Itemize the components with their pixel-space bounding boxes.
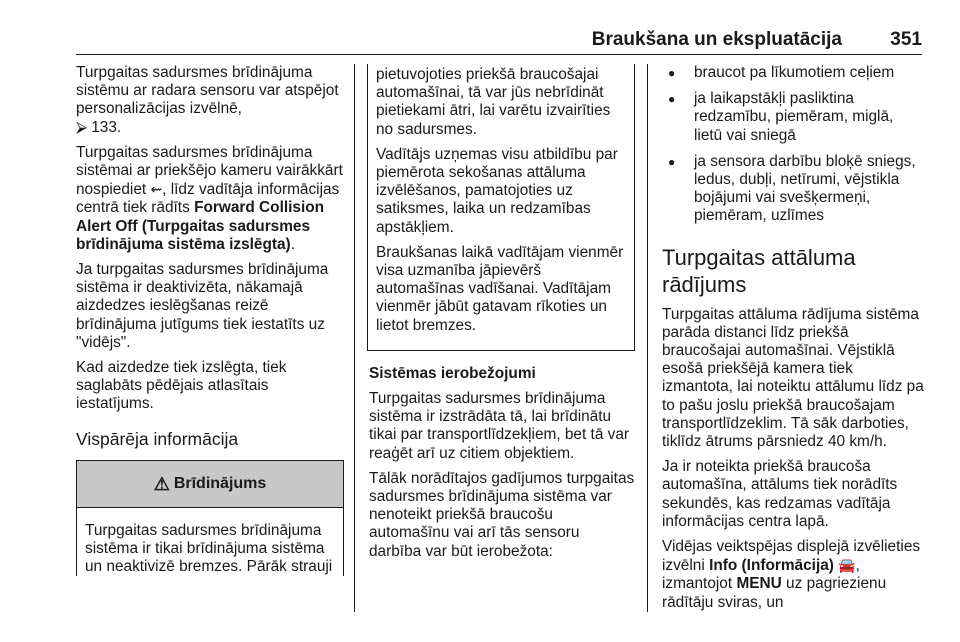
paragraph: Turpgaitas attāluma rādījuma sistēma parāda distanci līdz priekšā braucošajai automašīnai. Vējstiklā esošā priekšējā kamera tiek izmantota, lai noteiktu attālumu līdz pa to pašu joslu priekšā braucošajam transportlīdzeklim. Tā sāk darboties, tiklīdz ātrums pārsniedz 40 km/h. <box>662 305 924 451</box>
paragraph: Vidējas veiktspējas displejā izvēlieties izvēlni Info (Informācija) 🚘, izmantojot MENU uz pagriezienu rādītāju sviras, un <box>662 538 921 611</box>
warning-triangle-icon: ⚠ <box>153 473 170 494</box>
warning-box <box>76 460 344 577</box>
page-header <box>0 8 960 58</box>
subheading: Sistēmas ierobežojumi <box>369 364 536 382</box>
bullet-list <box>662 64 924 226</box>
list-item: ● ja laikapstākļi pasliktina redzamību, piemēram, miglā, lietū vai sniegā <box>662 90 924 145</box>
section-heading: Turpgaitas attāluma rādījums <box>662 244 856 297</box>
warning-body: Turpgaitas sadursmes brīdinājuma sistēma ir tikai brīdinājuma sistēma un neaktivizē bremzes. Pārāk strauji <box>85 521 333 576</box>
paragraph: Turpgaitas sadursmes brīdinājuma sistēma ir izstrādāta tā, lai brīdinātu tikai par transportlīdzekļiem, bet tā var reaģēt arī uz citiem objektiem. <box>369 390 630 462</box>
section-title: Braukšana un ekspluatācija <box>591 29 842 50</box>
paragraph: Braukšanas laikā vadītājam vienmēr visa uzmanība jāpievērš automašīnas vadīšanai. Vadītājam vienmēr jābūt gatavam rīkoties un lietot bremzes. <box>376 243 624 334</box>
paragraph: Turpgaitas sadursmes brīdinājuma sistēmu ar radara sensoru var atspējot personalizācijas izvēlnē, ⮚ 133. <box>76 64 339 136</box>
column-1 <box>76 64 344 576</box>
car-icon: 🚘 <box>838 557 856 574</box>
paragraph: Vadītājs uzņemas visu atbildību par piemērota sekošanas attāluma izvēlēšanos, pamatojoties uz satiksmes, laika un redzamības apstākļiem. <box>376 145 618 236</box>
column-divider-2 <box>647 64 648 612</box>
paragraph: Ja ir noteikta priekšā braucoša automašīna, attālums tiek norādīts sekundēs, kas redzamas vadītāja informācijas centra lapā. <box>662 458 898 530</box>
column-2 <box>369 64 635 568</box>
paragraph: Ja turpgaitas sadursmes brīdinājuma sistēma ir deaktivizēta, nākamajā aizdedzes ieslēgšanas reizē brīdinājuma jutīgums tiek iestatīts uz "vidējs". <box>76 261 329 351</box>
section-heading: Vispārēja informācija <box>76 428 239 449</box>
warning-box-continued <box>367 64 635 351</box>
page-number: 351 <box>890 29 922 50</box>
paragraph: pietuvojoties priekšā braucošajai automašīnai, tā var jūs nebrīdināt pietiekami ātri, lai varētu izvairīties no sadursmes. <box>376 66 611 138</box>
list-item: ● braucot pa līkumotiem ceļiem <box>662 64 924 82</box>
page-ref[interactable]: 133. <box>91 118 122 136</box>
collision-alert-icon: ⇜ <box>150 181 163 198</box>
list-item: ● ja sensora darbību bloķē sniegs, ledus, dubļi, netīrumi, vējstikla bojājumi vai svešķermeņi, piemēram, uzlīmes <box>662 153 924 226</box>
column-3 <box>662 64 924 619</box>
arrow-ref-icon: ⮚ <box>76 118 87 136</box>
paragraph: Turpgaitas sadursmes brīdinājuma sistēmai ar priekšējo kameru vairākkārt nospiediet ⇜, līdz vadītāja informācijas centrā tiek rādīts Forward Collision Alert Off (Turpgaitas sadursmes brīdinājuma sistēma izslēgta). <box>76 143 343 253</box>
header-rule <box>76 54 922 55</box>
paragraph: Tālāk norādītajos gadījumos turpgaitas sadursmes brīdinājuma sistēma var nenoteikt priekšā braucošu automašīnu vai arī tās sensoru darbība var būt ierobežota: <box>369 469 635 560</box>
paragraph: Kad aizdedze tiek izslēgta, tiek saglabāts pēdējais atlasītais iestatījums. <box>76 359 287 413</box>
warning-header: ⚠ Brīdinājums <box>77 461 343 508</box>
column-divider-1 <box>354 64 355 612</box>
